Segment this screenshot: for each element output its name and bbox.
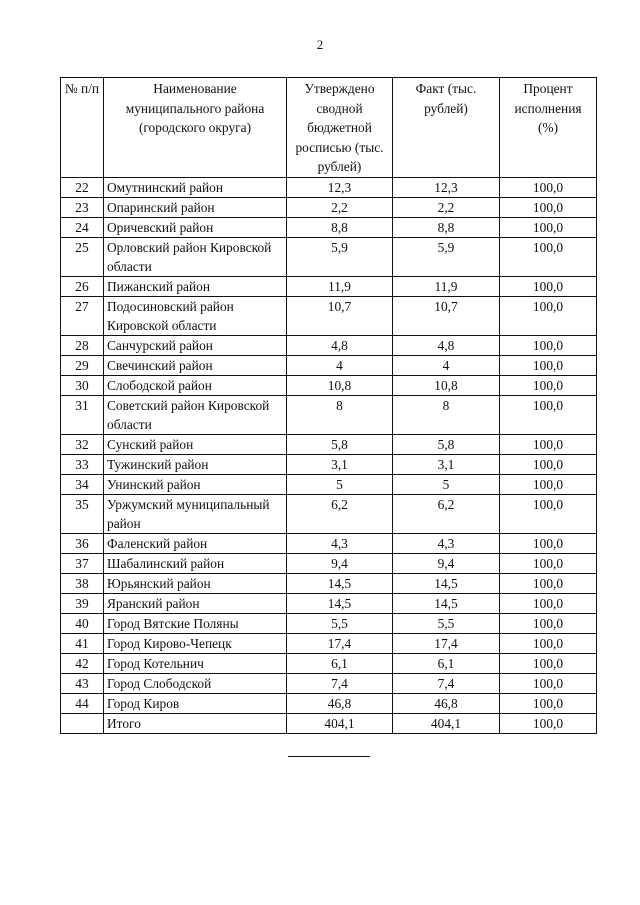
cell-name: Город Киров (104, 693, 287, 713)
table-row (61, 653, 597, 673)
budget-execution-table (60, 77, 597, 734)
cell-num: 25 (61, 237, 104, 276)
cell-num: 22 (61, 177, 104, 197)
cell-approved: 5,8 (287, 434, 393, 454)
cell-num: 24 (61, 217, 104, 237)
cell-approved: 8,8 (287, 217, 393, 237)
cell-fact: 4,8 (393, 335, 500, 355)
cell-percent: 100,0 (500, 237, 597, 276)
cell-approved: 17,4 (287, 633, 393, 653)
table-body (61, 177, 597, 733)
header-num: № п/п (61, 78, 104, 178)
cell-fact: 4,3 (393, 533, 500, 553)
cell-approved: 4,3 (287, 533, 393, 553)
table-row (61, 693, 597, 713)
cell-num: 42 (61, 653, 104, 673)
cell-num: 32 (61, 434, 104, 454)
cell-fact: 5,8 (393, 434, 500, 454)
cell-approved: 4 (287, 355, 393, 375)
cell-num: 29 (61, 355, 104, 375)
cell-fact: 6,2 (393, 494, 500, 533)
cell-name: Итого (104, 713, 287, 733)
cell-percent: 100,0 (500, 197, 597, 217)
cell-approved: 5,9 (287, 237, 393, 276)
table-total-row (61, 713, 597, 733)
table-row (61, 197, 597, 217)
table-row (61, 177, 597, 197)
cell-fact: 46,8 (393, 693, 500, 713)
cell-num: 27 (61, 296, 104, 335)
cell-percent: 100,0 (500, 217, 597, 237)
cell-name: Шабалинский район (104, 553, 287, 573)
cell-percent: 100,0 (500, 454, 597, 474)
table-row (61, 395, 597, 434)
cell-name: Санчурский район (104, 335, 287, 355)
cell-num: 28 (61, 335, 104, 355)
cell-approved: 2,2 (287, 197, 393, 217)
cell-percent: 100,0 (500, 713, 597, 733)
cell-fact: 3,1 (393, 454, 500, 474)
table-row (61, 633, 597, 653)
cell-name: Уржумский муниципальный район (104, 494, 287, 533)
cell-name: Юрьянский район (104, 573, 287, 593)
cell-name: Сунский район (104, 434, 287, 454)
table-header-row (61, 78, 597, 178)
cell-num: 37 (61, 553, 104, 573)
cell-name: Омутнинский район (104, 177, 287, 197)
cell-name: Слободской район (104, 375, 287, 395)
cell-percent: 100,0 (500, 355, 597, 375)
cell-fact: 14,5 (393, 593, 500, 613)
cell-approved: 7,4 (287, 673, 393, 693)
table-row (61, 355, 597, 375)
cell-percent: 100,0 (500, 177, 597, 197)
cell-percent: 100,0 (500, 533, 597, 553)
cell-name: Город Слободской (104, 673, 287, 693)
cell-percent: 100,0 (500, 573, 597, 593)
table-row (61, 494, 597, 533)
cell-fact: 8 (393, 395, 500, 434)
cell-num: 26 (61, 276, 104, 296)
cell-fact: 14,5 (393, 573, 500, 593)
cell-num: 44 (61, 693, 104, 713)
cell-percent: 100,0 (500, 553, 597, 573)
table-row (61, 335, 597, 355)
cell-name: Подосиновский район Кировской области (104, 296, 287, 335)
cell-fact: 12,3 (393, 177, 500, 197)
cell-fact: 5 (393, 474, 500, 494)
cell-num: 35 (61, 494, 104, 533)
cell-num: 38 (61, 573, 104, 593)
cell-name: Унинский район (104, 474, 287, 494)
page-number: 2 (316, 37, 324, 52)
cell-fact: 5,9 (393, 237, 500, 276)
table-row (61, 613, 597, 633)
table-row (61, 533, 597, 553)
cell-fact: 9,4 (393, 553, 500, 573)
cell-num: 40 (61, 613, 104, 633)
cell-approved: 11,9 (287, 276, 393, 296)
cell-approved: 6,2 (287, 494, 393, 533)
header-name: Наименование муниципального района (городского округа) (104, 78, 287, 178)
cell-percent: 100,0 (500, 593, 597, 613)
cell-approved: 12,3 (287, 177, 393, 197)
cell-name: Орловский район Кировской области (104, 237, 287, 276)
table-row (61, 237, 597, 276)
cell-fact: 7,4 (393, 673, 500, 693)
table-row (61, 217, 597, 237)
cell-num: 30 (61, 375, 104, 395)
cell-approved: 8 (287, 395, 393, 434)
cell-approved: 6,1 (287, 653, 393, 673)
cell-approved: 10,7 (287, 296, 393, 335)
table-row (61, 593, 597, 613)
cell-name: Яранский район (104, 593, 287, 613)
table-row (61, 434, 597, 454)
cell-name: Пижанский район (104, 276, 287, 296)
table-row (61, 573, 597, 593)
cell-percent: 100,0 (500, 296, 597, 335)
cell-num: 36 (61, 533, 104, 553)
cell-approved: 5,5 (287, 613, 393, 633)
cell-fact: 11,9 (393, 276, 500, 296)
cell-approved: 3,1 (287, 454, 393, 474)
table-row (61, 673, 597, 693)
cell-fact: 10,7 (393, 296, 500, 335)
cell-fact: 17,4 (393, 633, 500, 653)
cell-fact: 5,5 (393, 613, 500, 633)
cell-num: 23 (61, 197, 104, 217)
cell-num (61, 713, 104, 733)
cell-approved: 5 (287, 474, 393, 494)
cell-num: 34 (61, 474, 104, 494)
cell-percent: 100,0 (500, 276, 597, 296)
cell-name: Город Котельнич (104, 653, 287, 673)
cell-approved: 10,8 (287, 375, 393, 395)
cell-approved: 46,8 (287, 693, 393, 713)
cell-name: Город Кирово-Чепецк (104, 633, 287, 653)
table-row (61, 454, 597, 474)
header-percent: Процент исполнения (%) (500, 78, 597, 178)
cell-name: Свечинский район (104, 355, 287, 375)
cell-percent: 100,0 (500, 633, 597, 653)
table-row (61, 375, 597, 395)
cell-fact: 404,1 (393, 713, 500, 733)
cell-approved: 14,5 (287, 593, 393, 613)
cell-percent: 100,0 (500, 375, 597, 395)
cell-fact: 4 (393, 355, 500, 375)
table-row (61, 296, 597, 335)
cell-name: Оричевский район (104, 217, 287, 237)
cell-num: 33 (61, 454, 104, 474)
cell-name: Тужинский район (104, 454, 287, 474)
table-row (61, 553, 597, 573)
cell-approved: 404,1 (287, 713, 393, 733)
cell-percent: 100,0 (500, 395, 597, 434)
cell-percent: 100,0 (500, 335, 597, 355)
footer-divider (288, 756, 370, 757)
cell-num: 41 (61, 633, 104, 653)
cell-percent: 100,0 (500, 494, 597, 533)
cell-fact: 8,8 (393, 217, 500, 237)
cell-name: Советский район Кировской области (104, 395, 287, 434)
cell-name: Фаленский район (104, 533, 287, 553)
cell-num: 43 (61, 673, 104, 693)
cell-approved: 14,5 (287, 573, 393, 593)
cell-num: 39 (61, 593, 104, 613)
cell-num: 31 (61, 395, 104, 434)
header-approved: Утверждено сводной бюджетной росписью (тыс. рублей) (287, 78, 393, 178)
cell-fact: 10,8 (393, 375, 500, 395)
cell-approved: 9,4 (287, 553, 393, 573)
cell-percent: 100,0 (500, 673, 597, 693)
cell-percent: 100,0 (500, 653, 597, 673)
cell-name: Опаринский район (104, 197, 287, 217)
cell-fact: 2,2 (393, 197, 500, 217)
cell-fact: 6,1 (393, 653, 500, 673)
table-row (61, 276, 597, 296)
header-fact: Факт (тыс. рублей) (393, 78, 500, 178)
cell-percent: 100,0 (500, 474, 597, 494)
cell-percent: 100,0 (500, 613, 597, 633)
table-row (61, 474, 597, 494)
cell-approved: 4,8 (287, 335, 393, 355)
cell-percent: 100,0 (500, 693, 597, 713)
cell-name: Город Вятские Поляны (104, 613, 287, 633)
cell-percent: 100,0 (500, 434, 597, 454)
